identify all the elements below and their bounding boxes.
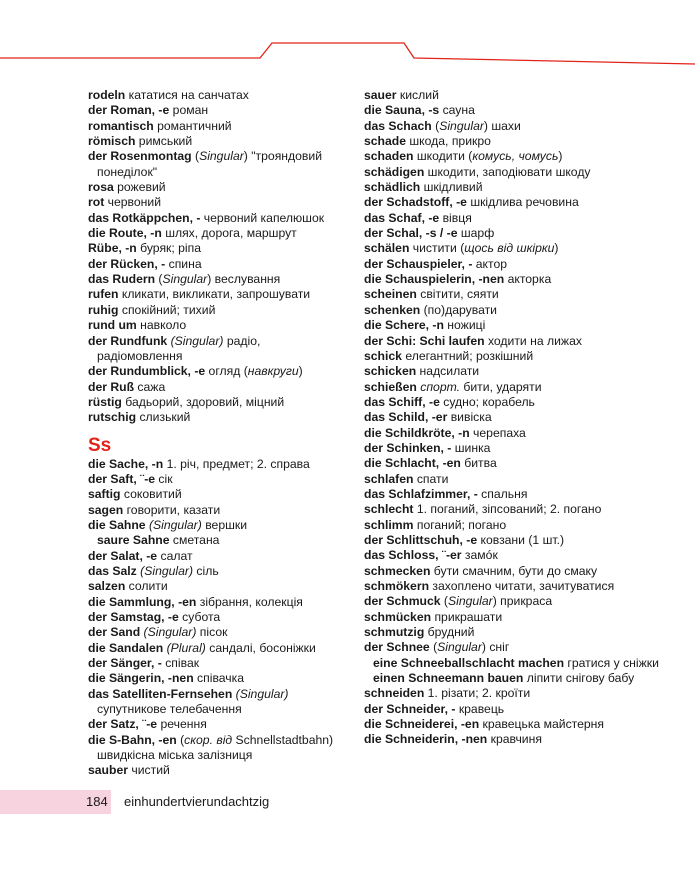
entry-translation: бути смачним, бути до смаку	[430, 563, 598, 578]
dictionary-entry	[364, 318, 664, 333]
entry-translation: )	[554, 241, 559, 256]
entry-headword: schicken	[364, 364, 417, 379]
entry-translation: шлях, дорога, маршрут	[161, 226, 297, 241]
entry-headword: einen Schneemann bauen	[373, 671, 524, 686]
entry-translation: (	[176, 732, 185, 747]
entry-translation: прикрашати	[431, 609, 503, 624]
entry-translation: слизький	[136, 410, 191, 425]
entry-translation: чистити (	[409, 241, 465, 256]
entry-headword: die Schneiderin, -nen	[364, 732, 488, 747]
entry-headword: der Rundumblick, -e	[88, 364, 206, 379]
dictionary-entry	[88, 395, 346, 410]
entry-translation: ) сніг	[481, 640, 510, 655]
entry-translation: (	[431, 118, 440, 133]
entry-translation: речення	[157, 717, 207, 732]
dictionary-entry	[364, 165, 664, 180]
entry-headword: das Rotkäppchen, -	[88, 210, 201, 225]
entry-translation: вивіска	[447, 410, 492, 425]
entry-translation: зібрання, колекція	[196, 594, 303, 609]
entry-translation: буряк; ріпа	[136, 241, 202, 256]
entry-translation: спина	[165, 256, 202, 271]
entry-translation: огляд (	[205, 364, 248, 379]
entry-translation: співачка	[193, 671, 245, 686]
entry-headword: schießen	[364, 379, 417, 394]
entry-translation: шарф	[457, 226, 495, 241]
entry-translation: кравецька майстерня	[479, 717, 605, 732]
dictionary-entry	[88, 318, 346, 333]
entry-headword: der Schal, -s / -e	[364, 226, 458, 241]
dictionary-entry	[364, 594, 664, 609]
entry-translation: поганий; погано	[413, 517, 507, 532]
dictionary-entry	[364, 426, 664, 441]
entry-headword: schädlich	[364, 180, 421, 195]
entry-translation: сауна	[439, 103, 475, 118]
dictionary-entry	[364, 410, 664, 425]
entry-translation: супутникове телебачення	[97, 702, 242, 717]
entry-note: Singular	[439, 118, 484, 133]
dictionary-entry	[364, 533, 664, 548]
entry-headword: die Sandalen	[88, 640, 164, 655]
entry-headword: der Schadstoff, -e	[364, 195, 467, 210]
entry-headword: römisch	[88, 134, 136, 149]
page-number-word: einhundertvierundachtzig	[124, 794, 270, 809]
entry-headword: die Schneiderei, -en	[364, 717, 480, 732]
entry-headword: eine Schneeballschlacht machen	[373, 655, 565, 670]
right-column	[364, 88, 664, 748]
entry-headword: der Rosenmontag	[88, 149, 192, 164]
entry-translation: чистий	[127, 763, 170, 778]
entry-translation: судно; корабель	[439, 394, 535, 409]
entry-translation: надсилати	[416, 364, 480, 379]
dictionary-entry	[364, 88, 664, 103]
dictionary-entry	[88, 334, 346, 365]
entry-translation: вершки	[201, 517, 248, 532]
top-red-line	[0, 43, 695, 64]
entry-translation: вівця	[439, 210, 472, 225]
entry-translation: шкодити, заподіювати шкоду	[424, 164, 591, 179]
left-column	[88, 88, 346, 779]
entry-translation: світити, сяяти	[416, 287, 499, 302]
entry-headword: schenken	[364, 302, 421, 317]
dictionary-entry	[364, 579, 664, 594]
dictionary-entry	[88, 287, 346, 302]
entry-translation: червоний	[104, 195, 162, 210]
entry-headword: ruhig	[88, 302, 119, 317]
sub-entry	[364, 656, 664, 671]
dictionary-entry	[88, 211, 346, 226]
dictionary-entry	[364, 441, 664, 456]
sub-entry	[364, 671, 664, 686]
entry-translation: кравчиня	[487, 732, 542, 747]
entry-headword: schmücken	[364, 609, 432, 624]
entry-translation: бити, ударяти	[460, 379, 542, 394]
dictionary-entry	[364, 211, 664, 226]
entry-headword: das Schloss, ¨-er	[364, 548, 462, 563]
entry-translation: 1. різати; 2. кроїти	[424, 686, 531, 701]
entry-headword: die S-Bahn, -en	[88, 732, 177, 747]
entry-translation: радіо, радіомовлення	[97, 333, 261, 363]
entry-headword: das Schaf, -e	[364, 210, 440, 225]
entry-note: скор. від	[184, 732, 233, 747]
dictionary-entry	[364, 640, 664, 655]
dictionary-entry	[88, 487, 346, 502]
entry-headword: schneiden	[364, 686, 425, 701]
dictionary-entry	[364, 272, 664, 287]
dictionary-entry	[88, 733, 346, 764]
entry-headword: der Roman, -e	[88, 103, 170, 118]
entry-headword: der Schneider, -	[364, 701, 456, 716]
entry-translation: (	[429, 640, 438, 655]
dictionary-entry	[88, 717, 346, 732]
dictionary-entry	[364, 395, 664, 410]
entry-headword: der Schinken, -	[364, 440, 452, 455]
entry-translation: шинка	[451, 440, 491, 455]
entry-headword: die Sauna, -s	[364, 103, 440, 118]
entry-translation: (	[155, 272, 163, 287]
entry-headword: schlimm	[364, 517, 414, 532]
entry-translation: елегантний; розкішний	[401, 348, 534, 363]
entry-headword: das Schild, -er	[364, 410, 448, 425]
entry-headword: die Schildkröte, -n	[364, 425, 470, 440]
entry-translation: 1. річ, предмет; 2. справа	[163, 456, 310, 471]
entry-translation: пісок	[196, 625, 228, 640]
dictionary-entry	[364, 610, 664, 625]
entry-translation: )	[558, 149, 563, 164]
entry-headword: rufen	[88, 287, 119, 302]
dictionary-entry	[88, 595, 346, 610]
dictionary-entry	[88, 195, 346, 210]
dictionary-entry	[364, 349, 664, 364]
entry-headword: der Ruß	[88, 379, 135, 394]
entry-headword: scheinen	[364, 287, 417, 302]
entry-translation: ) веслування	[207, 272, 281, 287]
dictionary-entry	[364, 103, 664, 118]
dictionary-entry	[88, 625, 346, 640]
dictionary-entry	[88, 610, 346, 625]
entry-translation: ліпити снігову бабу	[523, 671, 635, 686]
entry-headword: der Schlittschuh, -e	[364, 532, 478, 547]
entry-headword: das Rudern	[88, 272, 156, 287]
dictionary-entry	[364, 257, 664, 272]
dictionary-entry	[88, 518, 346, 533]
entry-translation: 1. поганий, зіпсований; 2. погано	[413, 502, 602, 517]
dictionary-entry	[364, 686, 664, 701]
entry-headword: der Sänger, -	[88, 656, 162, 671]
entry-translation: римський	[135, 134, 193, 149]
dictionary-entry	[364, 303, 664, 318]
dictionary-entry	[364, 518, 664, 533]
entry-headword: der Saft, ¨-e	[88, 471, 156, 486]
dictionary-entry	[88, 472, 346, 487]
entry-translation: субота	[178, 610, 221, 624]
entry-translation: соковитий	[120, 487, 182, 502]
dictionary-entry	[364, 702, 664, 717]
entry-translation: )	[298, 364, 303, 379]
dictionary-entry	[364, 456, 664, 471]
entry-translation: говорити, казати	[123, 502, 221, 517]
entry-headword: die Sahne	[88, 517, 146, 532]
dictionary-entry	[88, 687, 346, 718]
entry-headword: die Schlacht, -en	[364, 456, 461, 471]
entry-translation: навколо	[136, 318, 187, 333]
entry-translation: сік	[155, 471, 173, 486]
entry-note: (Singular)	[143, 625, 197, 640]
entry-headword: das Schlafzimmer, -	[364, 486, 478, 501]
entry-note: (Plural)	[166, 640, 206, 655]
dictionary-entry	[88, 410, 346, 425]
entry-translation: кликати, викликати, запрошувати	[118, 287, 311, 302]
entry-headword: rodeln	[88, 88, 126, 102]
entry-headword: der Samstag, -e	[88, 610, 179, 624]
entry-headword: die Sammlung, -en	[88, 594, 197, 609]
entry-note: (Singular)	[170, 333, 224, 348]
dictionary-entry	[88, 119, 346, 134]
entry-translation: ) "трояндовий понеділок"	[97, 149, 323, 179]
dictionary-entry	[88, 503, 346, 518]
entry-headword: der Satz, ¨-e	[88, 717, 158, 732]
dictionary-entry	[88, 226, 346, 241]
dictionary-entry	[364, 564, 664, 579]
entry-headword: das Schiff, -e	[364, 394, 440, 409]
entry-headword: das Salz	[88, 563, 137, 578]
entry-translation: спати	[413, 471, 449, 486]
entry-note: Singular	[199, 149, 244, 164]
dictionary-entry	[88, 579, 346, 594]
entry-translation: (	[191, 149, 200, 164]
dictionary-entry	[88, 380, 346, 395]
entry-translation: акторка	[504, 272, 552, 287]
entry-translation: гратися у сніжки	[564, 655, 659, 670]
entry-translation: черепаха	[469, 425, 526, 440]
dictionary-entry	[364, 334, 664, 349]
dictionary-entry	[88, 180, 346, 195]
entry-translation: ножиці	[443, 318, 486, 333]
entry-headword: schmutzig	[364, 625, 425, 640]
entry-headword: sauer	[364, 88, 397, 102]
entry-headword: der Rücken, -	[88, 256, 166, 271]
dictionary-entry	[364, 287, 664, 302]
entry-translation: спальня	[477, 486, 528, 501]
entry-translation: захоплено читати, зачитуватися	[429, 579, 615, 593]
entry-note: (Singular)	[148, 517, 202, 532]
entry-note: (Singular)	[140, 563, 194, 578]
dictionary-entry	[364, 732, 664, 747]
entry-note: Singular	[162, 272, 208, 287]
dictionary-entry	[88, 457, 346, 472]
dictionary-entry	[88, 671, 346, 686]
entry-headword: schade	[364, 134, 407, 149]
entry-translation: роман	[169, 103, 209, 118]
dictionary-entry	[364, 134, 664, 149]
entry-headword: romantisch	[88, 118, 154, 133]
entry-headword: rot	[88, 195, 105, 210]
entry-headword: saftig	[88, 487, 121, 502]
entry-translation: рожевий	[113, 180, 166, 195]
entry-headword: das Satelliten-Fernsehen	[88, 686, 233, 701]
entry-translation: битва	[460, 456, 497, 471]
entry-headword: das Schach	[364, 118, 432, 133]
dictionary-entry	[88, 549, 346, 564]
sub-entry	[88, 533, 346, 548]
entry-translation: сажа	[134, 379, 166, 394]
dictionary-entry	[364, 226, 664, 241]
entry-translation: (	[440, 594, 448, 609]
dictionary-entry	[88, 641, 346, 656]
entry-translation: кравець	[455, 701, 505, 716]
entry-headword: der Schi: Schi laufen	[364, 333, 485, 348]
entry-translation: брудний	[424, 625, 475, 640]
entry-translation: шкідлива речовина	[466, 195, 579, 210]
entry-headword: die Schauspielerin, -nen	[364, 272, 505, 287]
entry-translation: замóк	[461, 548, 498, 563]
dictionary-entry	[364, 625, 664, 640]
entry-note: комусь, чомусь	[472, 149, 559, 164]
entry-translation: солити	[125, 579, 168, 594]
entry-translation: ) шахи	[483, 118, 521, 133]
entry-translation: шкода, прикро	[406, 134, 491, 149]
dictionary-entry	[88, 656, 346, 671]
dictionary-entry	[88, 134, 346, 149]
dictionary-entry	[88, 564, 346, 579]
dictionary-entry	[364, 717, 664, 732]
entry-headword: rund um	[88, 318, 137, 333]
entry-headword: schmökern	[364, 579, 430, 593]
entry-headword: salzen	[88, 579, 126, 594]
entry-note: Singular	[437, 640, 482, 655]
entry-headword: Rübe, -n	[88, 241, 137, 256]
entry-headword: rosa	[88, 180, 114, 195]
entry-headword: die Sängerin, -nen	[88, 671, 194, 686]
entry-headword: die Schere, -n	[364, 318, 444, 333]
entry-headword: die Sache, -n	[88, 456, 164, 471]
entry-headword: schlafen	[364, 471, 414, 486]
dictionary-entry	[364, 119, 664, 134]
entry-headword: sagen	[88, 502, 124, 517]
dictionary-entry	[88, 272, 346, 287]
dictionary-entry	[364, 472, 664, 487]
entry-translation: (по)дарувати	[420, 302, 497, 317]
entry-translation: шкідливий	[420, 180, 483, 195]
dictionary-entry	[364, 180, 664, 195]
entry-headword: der Rundfunk	[88, 333, 168, 348]
entry-translation: кататися на санчатах	[125, 88, 249, 102]
entry-headword: die Route, -n	[88, 226, 162, 241]
entry-translation: романтичний	[153, 118, 232, 133]
dictionary-entry	[88, 303, 346, 318]
dictionary-entry	[88, 241, 346, 256]
entry-translation: шкодити (	[413, 149, 473, 164]
entry-headword: schädigen	[364, 164, 425, 179]
entry-headword: rutschig	[88, 410, 137, 425]
entry-headword: der Schauspieler, -	[364, 256, 473, 271]
entry-translation: ходити на лижах	[484, 333, 582, 348]
entry-translation: бадьорий, здоровий, міцний	[121, 394, 285, 409]
entry-headword: der Sand	[88, 625, 141, 640]
dictionary-entry	[88, 149, 346, 180]
top-decoration-line	[0, 0, 695, 80]
entry-headword: sauber	[88, 763, 128, 778]
entry-note: (Singular)	[235, 686, 289, 701]
entry-headword: schaden	[364, 149, 414, 164]
dictionary-entry	[364, 241, 664, 256]
entry-headword: schlecht	[364, 502, 414, 517]
entry-translation: спокійний; тихий	[118, 302, 216, 317]
entry-translation: співак	[161, 656, 200, 671]
entry-translation: червоний капелюшок	[200, 210, 325, 225]
entry-translation: Schnellstadtbahn) швидкісна міська залізниця	[97, 732, 334, 763]
entry-note: Singular	[448, 594, 493, 609]
page-number: 184	[86, 794, 108, 809]
dictionary-entry	[364, 502, 664, 517]
entry-headword: schälen	[364, 241, 410, 256]
dictionary-entry	[88, 763, 346, 778]
dictionary-entry	[364, 149, 664, 164]
dictionary-entry	[88, 103, 346, 118]
entry-translation: сандалі, босоніжки	[205, 640, 316, 655]
entry-note: навкруги	[247, 364, 299, 379]
entry-note: щось від шкірки	[464, 241, 555, 256]
entry-note: спорт.	[420, 379, 460, 394]
dictionary-entry	[88, 364, 346, 379]
entry-translation: актор	[472, 256, 508, 271]
dictionary-entry	[88, 257, 346, 272]
dictionary-entry	[364, 380, 664, 395]
entry-translation: салат	[157, 548, 193, 563]
entry-translation: ) прикраса	[492, 594, 553, 609]
dictionary-entry	[364, 195, 664, 210]
dictionary-entry	[88, 88, 346, 103]
entry-headword: rüstig	[88, 394, 122, 409]
entry-headword: saure Sahne	[97, 533, 170, 548]
entry-translation: сіль	[193, 563, 219, 578]
entry-translation: ковзани (1 шт.)	[477, 532, 565, 547]
entry-headword: der Salat, -e	[88, 548, 158, 563]
letter-heading: Ss	[88, 434, 112, 456]
dictionary-entry	[364, 548, 664, 563]
entry-headword: der Schmuck	[364, 594, 441, 609]
entry-translation: сметана	[169, 533, 220, 548]
entry-translation: кислий	[396, 88, 439, 102]
entry-headword: der Schnee	[364, 640, 430, 655]
dictionary-entry	[364, 487, 664, 502]
entry-headword: schmecken	[364, 563, 431, 578]
entry-headword: schick	[364, 348, 402, 363]
dictionary-entry	[364, 364, 664, 379]
